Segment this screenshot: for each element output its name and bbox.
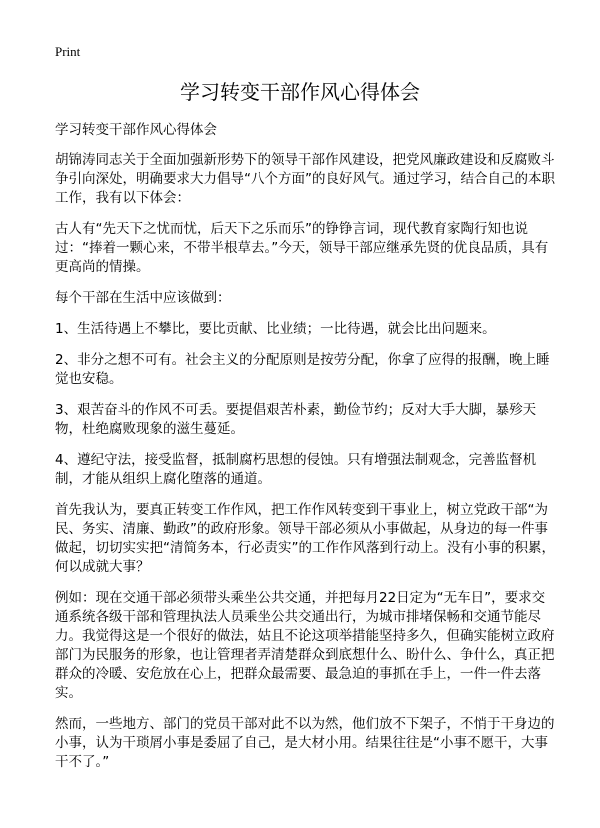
- paragraph-first: 首先我认为，要真正转变工作作风，把工作作风转变到干事业上，树立党政干部“为民、务实、清廉、勤政”的政府形象。领导干部必须从小事做起，从身边的每一件事做起，切切实实把“清简务本，行必责实”的工作作风落到行动上。没有小事的积累，何以成就大事？: [55, 502, 555, 575]
- article-subtitle: 学习转变干部作风心得体会: [55, 122, 217, 138]
- paragraph-ancient-quote: 古人有“先天下之忧而忧，后天下之乐而乐”的铮铮言词，现代教育家陶行知也说过：“捧着一颗心来，不带半根草去。”今天，领导干部应继承先贤的优良品质，具有更高尚的情操。: [55, 221, 549, 275]
- article-body: [55, 121, 555, 784]
- paragraph-intro: 胡锦涛同志关于全面加强新形势下的领导干部作风建设，把党风廉政建设和反腐败斗争引向深处，明确要求大力倡导“八个方面”的良好风气。通过学习，结合自己的本职工作，我有以下体会：: [55, 152, 555, 206]
- paragraph-point-1: 1、生活待遇上不攀比，要比贡献、比业绩；一比待遇，就会比出问题来。: [55, 321, 496, 337]
- paragraph-point-3: 3、艰苦奋斗的作风不可丢。要提倡艰苦朴素，勤俭节约；反对大手大脚，暴殄天物，杜绝腐败现象的滋生蔓延。: [55, 402, 537, 437]
- print-link[interactable]: Print: [55, 44, 81, 59]
- paragraph-however: 然而，一些地方、部门的党员干部对此不以为然，他们放不下架子，不悄于干身边的小事，认为干琐屑小事是委屈了自己，是大材小用。结果往往是“小事不愿干，大事干不了。”: [55, 716, 555, 770]
- paragraph-example: 例如：现在交通干部必须带头乘坐公共交通，并把每月22日定为“无车日”，要求交通系统各级干部和管理执法人员乘坐公共交通出行，为城市排堵保畅和交通节能尽力。我觉得这是一个很好的做法，姑且不论这项举措能坚持多久，但确实能树立政府部门为民服务的形象，也让管理者弄清楚群众到底想什么、盼什么、争什么，真正把群众的冷暖、安危放在心上，把群众最需要、最急迫的事抓在手上，一件一件去落实。: [55, 590, 555, 701]
- paragraph-list-heading: 每个干部在生活中应该做到：: [55, 290, 231, 306]
- page-title: 学习转变干部作风心得体会: [180, 80, 420, 104]
- paragraph-point-2: 2、非分之想不可有。社会主义的分配原则是按劳分配，你拿了应得的报酬，晚上睡觉也安稳。: [55, 352, 550, 387]
- paragraph-point-4: 4、遵纪守法，接受监督，抵制腐朽思想的侵蚀。只有增强法制观念，完善监督机制，才能从组织上腐化堕落的通道。: [55, 452, 537, 487]
